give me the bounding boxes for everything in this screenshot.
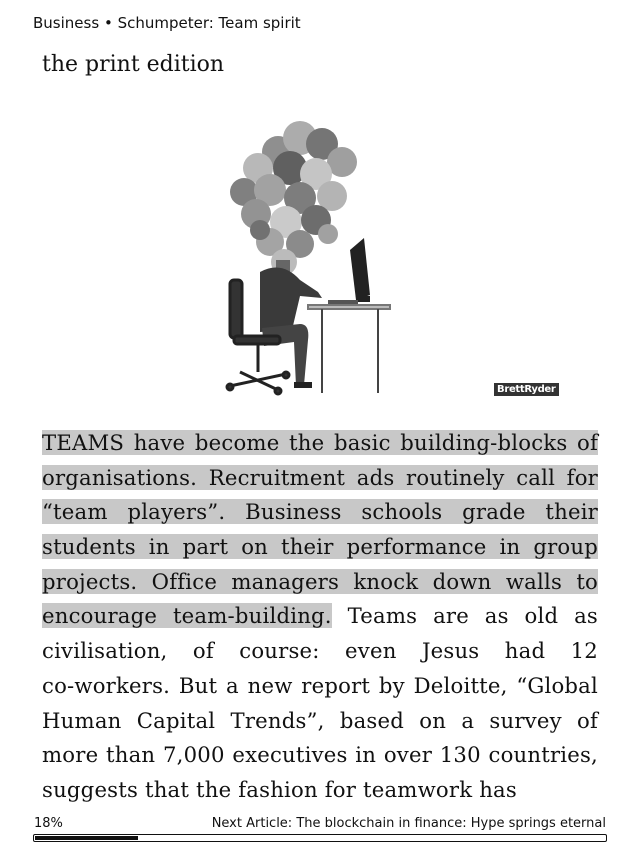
highlighted-text[interactable]: organisations. Recruitment ads routinely call for — [42, 464, 598, 490]
highlighted-text[interactable]: projects. Office managers knock down walls to — [42, 568, 598, 594]
highlighted-text[interactable]: TEAMS have become the basic building-blocks of — [42, 430, 598, 455]
article-line: more than 7,000 executives in over 130 countries, — [42, 742, 598, 768]
highlighted-text[interactable]: students in part on their performance in group — [42, 534, 598, 560]
article-line: co-workers. But a new report by Deloitte, “Global — [42, 672, 598, 698]
highlighted-text[interactable]: “team players”. Business schools grade their — [42, 499, 598, 525]
body-text: Teams are as old as — [331, 603, 599, 629]
reading-progress-bar[interactable] — [33, 834, 607, 842]
article-line — [42, 495, 598, 530]
computer-monitor — [328, 238, 370, 304]
next-article-link[interactable]: Next Article: The blockchain in finance: Hype springs eternal — [211, 816, 606, 831]
article-line: civilisation, of course: even Jesus had 12 — [42, 638, 598, 664]
article-title: Schumpeter: Team spirit — [117, 14, 301, 32]
article-line: Human Capital Trends”, based on a survey of — [42, 707, 598, 733]
article-line — [42, 599, 598, 634]
illustration-credit: BrettRyder — [494, 383, 559, 396]
reading-progress-label: 18% — [34, 816, 63, 831]
article-body[interactable] — [42, 426, 598, 808]
section-name: Business — [33, 14, 100, 32]
article-illustration — [200, 110, 560, 410]
edition-label: the print edition — [42, 52, 225, 77]
article-line — [42, 565, 598, 600]
person — [260, 260, 322, 388]
desk — [308, 305, 390, 393]
heads-cloud — [230, 121, 357, 275]
highlighted-text[interactable]: encourage team-building. — [42, 603, 332, 629]
article-line — [42, 426, 598, 461]
article-line — [42, 530, 598, 565]
page-header — [33, 14, 301, 32]
article-line — [42, 461, 598, 496]
reading-progress-fill — [35, 836, 138, 840]
header-separator: • — [103, 14, 113, 32]
article-line: suggests that the fashion for teamwork has — [42, 776, 517, 802]
